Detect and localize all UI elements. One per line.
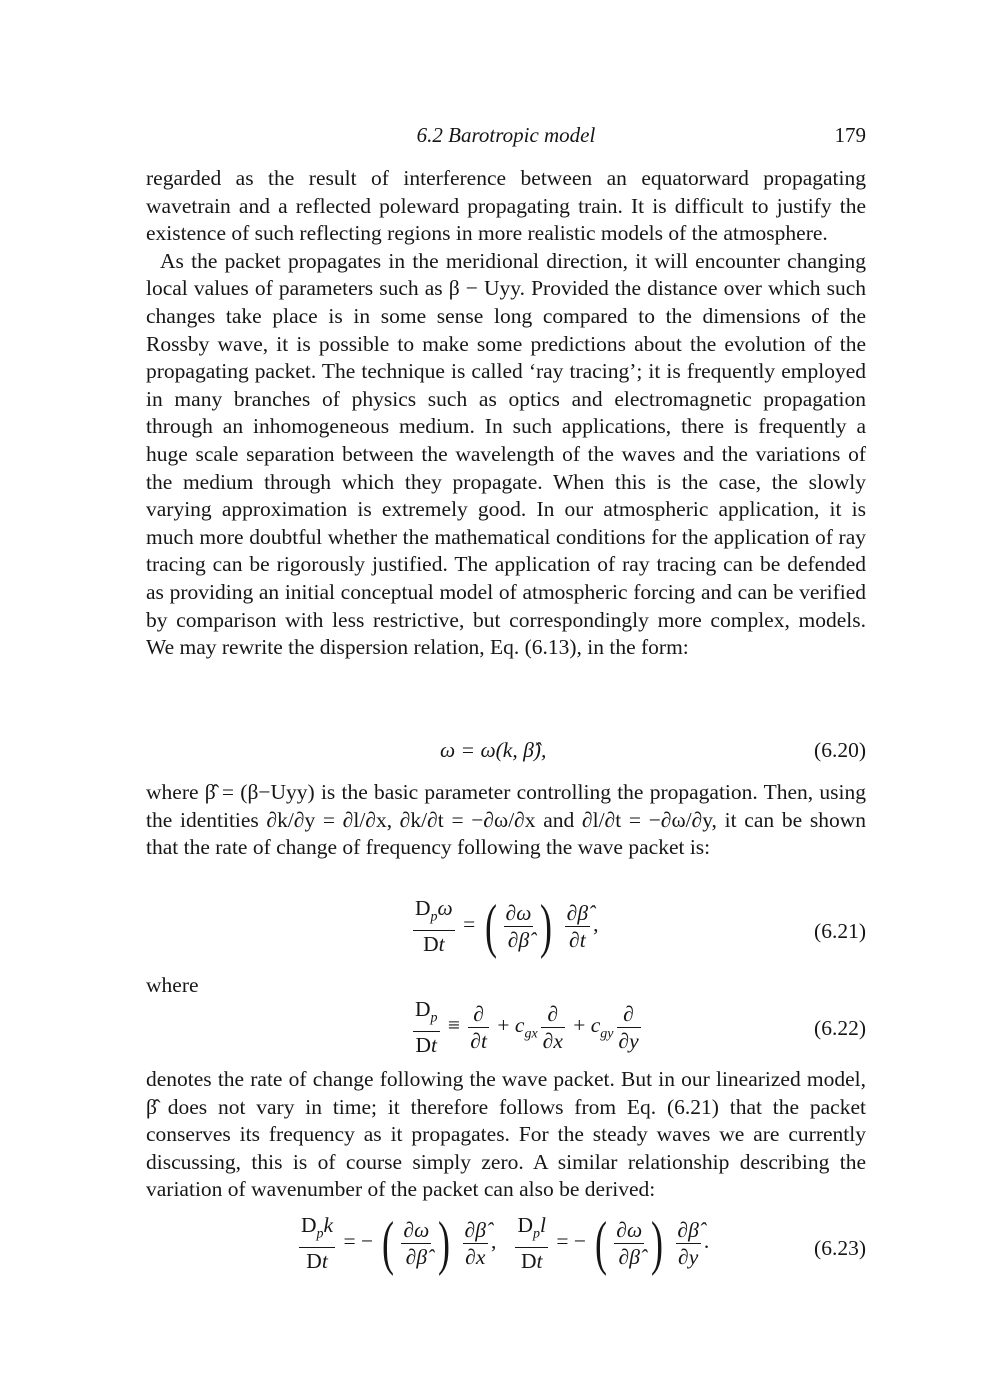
equation-6-21-number: (6.21) <box>814 919 866 943</box>
paragraph-5: denotes the rate of change following the wave packet. But in our linearized model, β̂ does not vary in time; it therefore follows from Eq. (6.21) that the packet conserves its frequency as it propagates. For the steady waves we are currently discussing, this is of course simply zero. A similar relationship describing the variation of wavenumber of the packet can also be derived: <box>146 1067 866 1202</box>
equation-6-22 <box>146 996 866 1062</box>
paragraph-5-block <box>146 1066 866 1204</box>
equation-6-23 <box>146 1212 866 1288</box>
equation-6-20-number: (6.20) <box>814 738 866 762</box>
paragraph-3: where β̂ = (β−Uyy) is the basic parameter controlling the propagation. Then, using the identities ∂k/∂y = ∂l/∂x, ∂k/∂t = −∂ω/∂x and ∂l/∂t = −∂ω/∂y, it can be shown that the rate of change of frequency following the wave packet is: <box>146 780 866 860</box>
page-number: 179 <box>834 123 866 147</box>
equation-6-23-body: $\frac{D_pk}{Dt}$ = − ( $\frac{\partial\omega}{\partial\betâ}$ ) $\frac{\partial\betâ}{\partial x}$ , $\frac{D_pl}{Dt}$ = − ( $\frac{\partial\omega}{\partial\betâ}$ ) $\frac{\partial\betâ}{\partial y}$ . <box>301 1210 710 1277</box>
equation-6-20-body: ω = ω(k, β̂), <box>440 738 547 762</box>
running-title: 6.2 Barotropic model <box>416 123 596 147</box>
paragraph-1: regarded as the result of interference between an equatorward propagating wavetrain and a reflected poleward propagating train. It is difficult to justify the existence of such reflecting regions in more realistic models of the atmosphere. <box>146 166 866 246</box>
equation-6-22-number: (6.22) <box>814 1016 866 1040</box>
equation-6-21-body: $\frac{D_p\omega}{Dt}$ = ( $\frac{\partial\omega}{\partial\betâ}$ ) $\frac{\partial\betâ}{\partial t}$ , <box>415 893 599 960</box>
equation-6-22-body: $\frac{D_p}{Dt}$ ≡ $\frac{\partial}{\partial t}$ + $c_{gx}$ $\frac{\partial}{\partial x}$ + $c_{gy}$ $\frac{\partial}{\partial y}$ <box>415 997 639 1058</box>
paragraph-3-block <box>146 779 866 862</box>
page-header <box>146 123 866 153</box>
paragraph-4: where <box>146 973 199 997</box>
paragraph-continuation <box>146 165 866 662</box>
equation-6-21 <box>146 895 866 971</box>
paragraph-2: As the packet propagates in the meridional direction, it will encounter changing local values of parameters such as β − Uyy. Provided the distance over which such changes take place is in some sense long compared to the dimensions of the Rossby wave, it is possible to make some predictions about the evolution of the propagating packet. The technique is called ‘ray tracing’; it is frequently employed in many branches of physics such as optics and electromagnetic propagation through an inhomogeneous medium. In such applications, there is frequently a huge scale separation between the wavelength of the waves and the variations of the medium through which they propagate. When this is the case, the slowly varying approximation is extremely good. In our atmospheric application, it is much more doubtful whether the mathematical conditions for the application of ray tracing can be rigorously justified. The application of ray tracing can be defended as providing an initial conceptual model of atmospheric forcing and can be verified by comparison with less restrictive, but correspondingly more complex, models. We may rewrite the dispersion relation, Eq. (6.13), in the form: <box>146 248 866 660</box>
equation-6-23-number: (6.23) <box>814 1236 866 1260</box>
